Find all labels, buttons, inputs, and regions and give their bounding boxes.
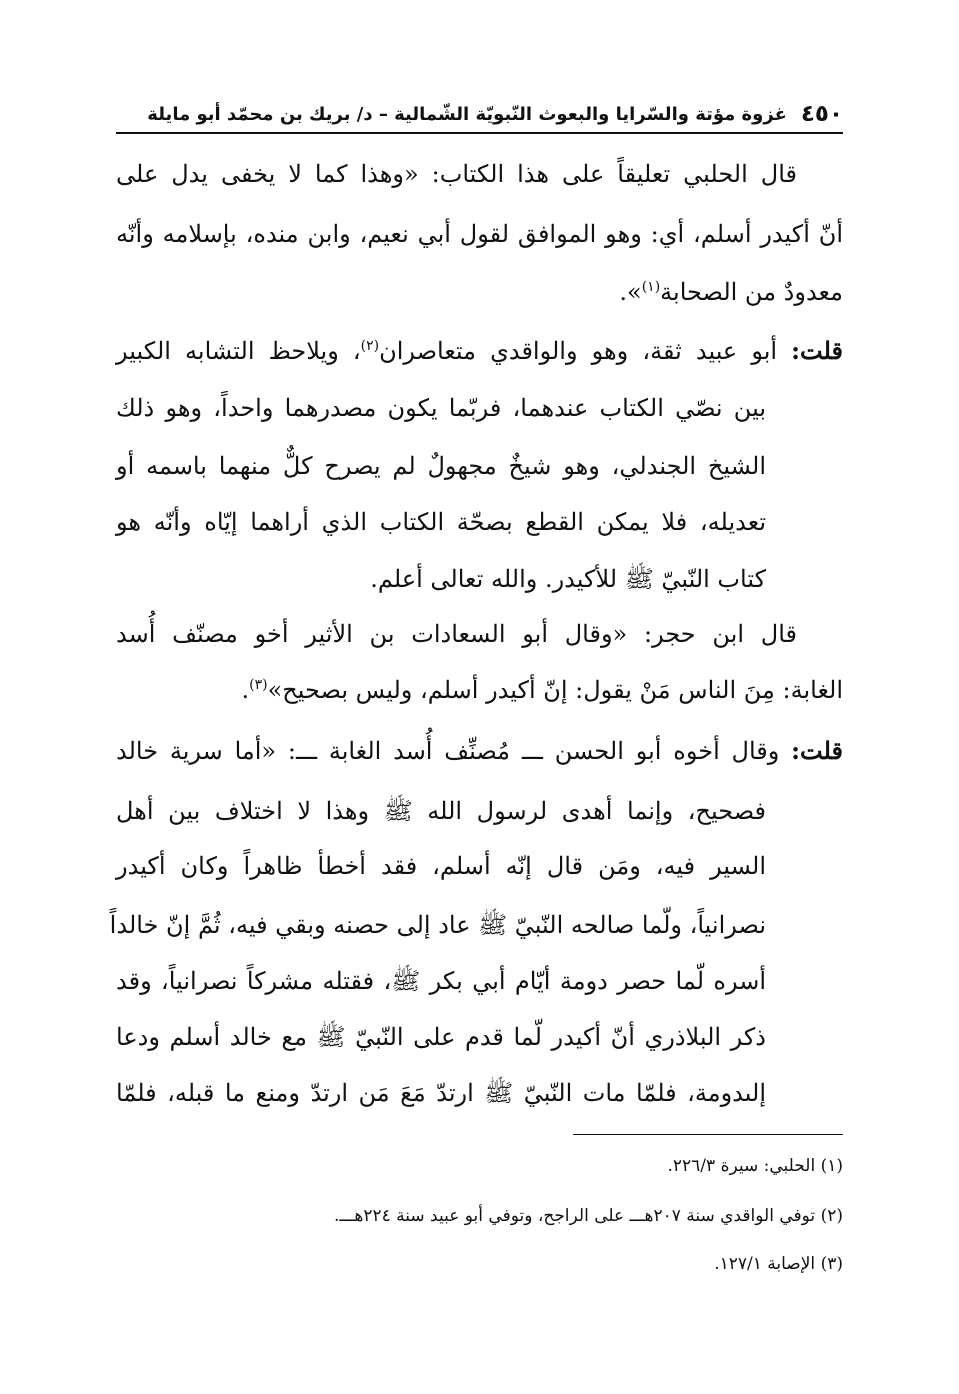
footnote-ref-1: (١)	[641, 279, 661, 295]
footnote-ref-3: (٣)	[249, 677, 268, 693]
paragraph1-line1: قال الحلبي تعليقاً على هذا الكتاب: «وهذا كما لا يخفى يدل على	[116, 160, 797, 188]
footnote-1	[668, 1156, 844, 1176]
paragraph2-line4: تعديله، فلا يمكن القطع بصحّة الكتاب الذي أراهما إيّاه وأنّه هو	[116, 508, 766, 536]
paragraph2-line5: كتاب النّبيّ ﷺ للأكيدر. والله تعالى أعلم.	[370, 565, 766, 593]
paragraph2-label: قلت:	[791, 336, 843, 365]
paragraph1-line3: معدودٌ من الصحابة$^{(١)}$».	[619, 278, 843, 306]
paragraph4-line5: أسره لّما حصر دومة أيّام أبي بكر ﷺ، فقتله مشركاً نصرانياً، وقد	[116, 967, 766, 995]
footnote-text: الإصابة ١٢٧/١.	[714, 1254, 816, 1274]
paragraph2-line1: قلت: أبو عبيد ثقة، وهو والواقدي متعاصران$^{(٢)}$، ويلاحظ التشابه الكبير	[116, 336, 843, 365]
footnote-text: توفي الواقدي سنة ٢٠٧هـــ على الراجح، وتوفي أبو عبيد سنة ٢٢٤هـــ.	[334, 1206, 816, 1226]
paragraph4-line7: إلىدومة، فلمّا مات النّبيّ ﷺ ارتدّ مَعَ مَن ارتدّ ومنع ما قبله، فلمّا	[116, 1079, 766, 1107]
paragraph2-line2: بين نصّي الكتاب عندهما، فربّما يكون مصدرهما واحداً، وهو ذلك	[116, 394, 766, 422]
paragraph4-line2: فصحيح، وإنما أهدى لرسول الله ﷺ وهذا لا اختلاف بين أهل	[116, 797, 767, 825]
footnote-number: (٣)	[820, 1254, 843, 1274]
footnote-2	[334, 1206, 843, 1226]
paragraph4-line1: قلت: وقال أخوه أبو الحسن ـــ مُصنِّف أُسد الغابة ـــ: «أما سرية خالد	[116, 736, 843, 765]
footnote-number: (٢)	[820, 1206, 843, 1226]
footnote-separator	[573, 1134, 843, 1135]
paragraph4-line6: ذكر البلاذري أنّ أكيدر لّما قدم على النّبيّ ﷺ مع خالد أسلم ودعا	[116, 1023, 766, 1051]
paragraph1-line2: أنّ أكيدر أسلم، أي: وهو الموافق لقول أبي نعيم، وابن منده، بإسلامه وأنّه	[116, 220, 843, 248]
paragraph4-line3: السير فيه، ومَن قال إنّه أسلم، فقد أخطأ ظاهراً وكان أكيدر	[116, 852, 766, 880]
header-title: غزوة مؤتة والسّرايا والبعوث النّبويّة الشّمالية – د/ بريك بن محمّد أبو مايلة	[147, 104, 787, 125]
footnote-ref-2: (٢)	[360, 338, 380, 354]
page-number: ٤٥٠	[800, 101, 843, 127]
paragraph2-line3: الشيخ الجندلي، وهو شيخٌ مجهولٌ لم يصرح كلٌّ منهما باسمه أو	[116, 452, 766, 480]
running-header	[116, 92, 843, 134]
paragraph4-label: قلت:	[791, 736, 843, 765]
paragraph4-line4: نصرانياً، ولّما صالحه النّبيّ ﷺ عاد إلى حصنه وبقي فيه، ثُمَّ إنّ خالداً	[109, 911, 766, 939]
paragraph3-line1: قال ابن حجر: «وقال أبو السعادات بن الأثير أخو مصنّف أُسد	[116, 620, 797, 648]
footnote-number: (١)	[820, 1156, 843, 1176]
footnote-3	[714, 1254, 843, 1274]
paragraph3-line2: الغابة: مِنَ الناس مَنْ يقول: إنّ أكيدر أسلم، وليس بصحيح»$^{(٣)}$.	[241, 676, 843, 704]
footnote-text: الحلبي: سيرة ٢٢٦/٣.	[667, 1156, 816, 1176]
